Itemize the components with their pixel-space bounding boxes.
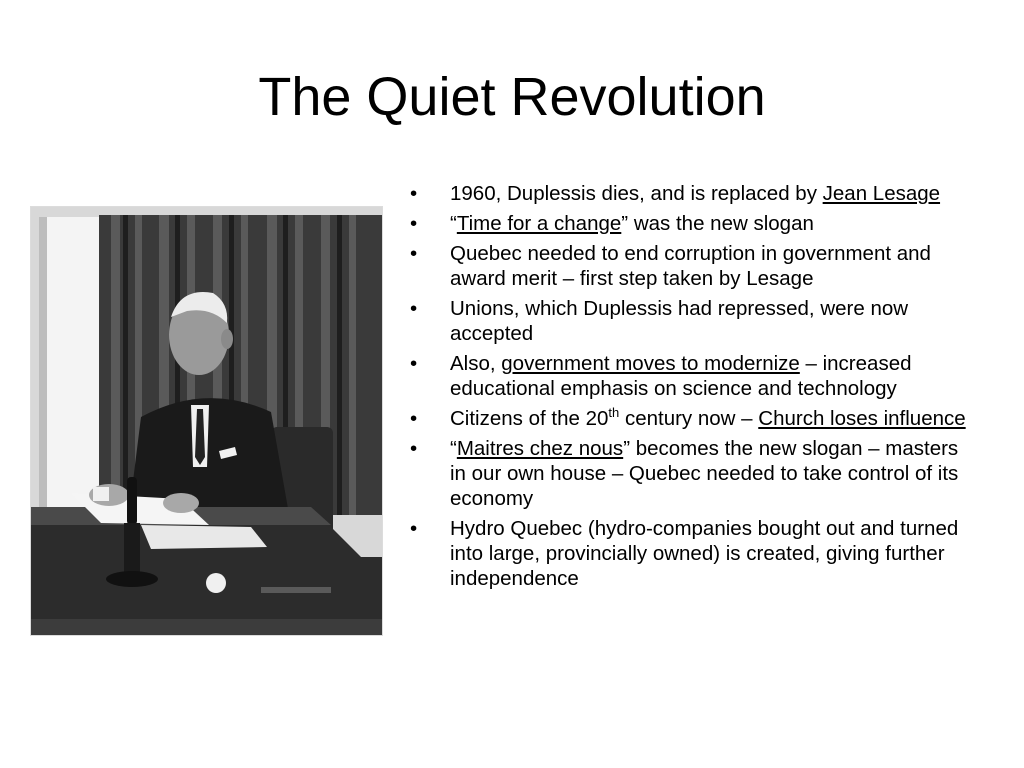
bullet-text: century now –: [619, 407, 759, 430]
bullet-item: [410, 516, 975, 591]
bullet-text: “: [450, 212, 457, 235]
bullet-text: ” was the new slogan: [621, 212, 814, 235]
bullet-text: “: [450, 437, 457, 460]
bullet-text: Also,: [450, 352, 502, 375]
bullet-text: ” becomes the new slogan – masters in our own house – Quebec needed to take control of its economy: [450, 437, 959, 510]
bullet-underlined-term: Time for a change: [456, 212, 622, 235]
bullet-marker: •: [410, 517, 418, 540]
bullet-item: [410, 406, 975, 431]
bullet-item: [410, 351, 975, 401]
bullet-underlined-term: government moves to modernize: [501, 352, 800, 375]
slide-title: The Quiet Revolution: [258, 67, 766, 127]
bullet-underlined-term: Church loses influence: [758, 407, 966, 430]
bullet-marker: •: [410, 407, 418, 430]
bullet-marker: •: [410, 212, 418, 235]
bullet-text: Hydro Quebec (hydro-companies bought out and turned into large, provincially owned) is created, giving further independence: [450, 517, 959, 590]
bullet-text: Citizens of the 20: [450, 407, 609, 430]
bullet-item: [410, 296, 975, 346]
portrait-photo: [30, 206, 383, 636]
bullet-underlined-term: Maitres chez nous: [456, 437, 624, 460]
bullet-marker: •: [410, 352, 418, 375]
bullet-marker: •: [410, 437, 418, 460]
bullet-marker: •: [410, 297, 418, 320]
bullet-item: [410, 211, 975, 236]
bullet-item: [410, 436, 975, 511]
bullet-text: 1960, Duplessis dies, and is replaced by: [450, 182, 823, 205]
bullet-item: [410, 181, 975, 206]
bullet-text: Unions, which Duplessis had repressed, were now accepted: [450, 297, 909, 345]
bullet-underlined-term: Jean Lesage: [822, 182, 941, 205]
bullet-marker: •: [410, 182, 418, 205]
bullet-marker: •: [410, 242, 418, 265]
bullet-text: Quebec needed to end corruption in government and award merit – first step taken by Lesage: [450, 242, 931, 290]
bullet-list: [410, 181, 975, 596]
bullet-text: – increased educational emphasis on science and technology: [450, 352, 912, 400]
superscript-ordinal: th: [608, 405, 620, 421]
bullet-item: [410, 241, 975, 291]
